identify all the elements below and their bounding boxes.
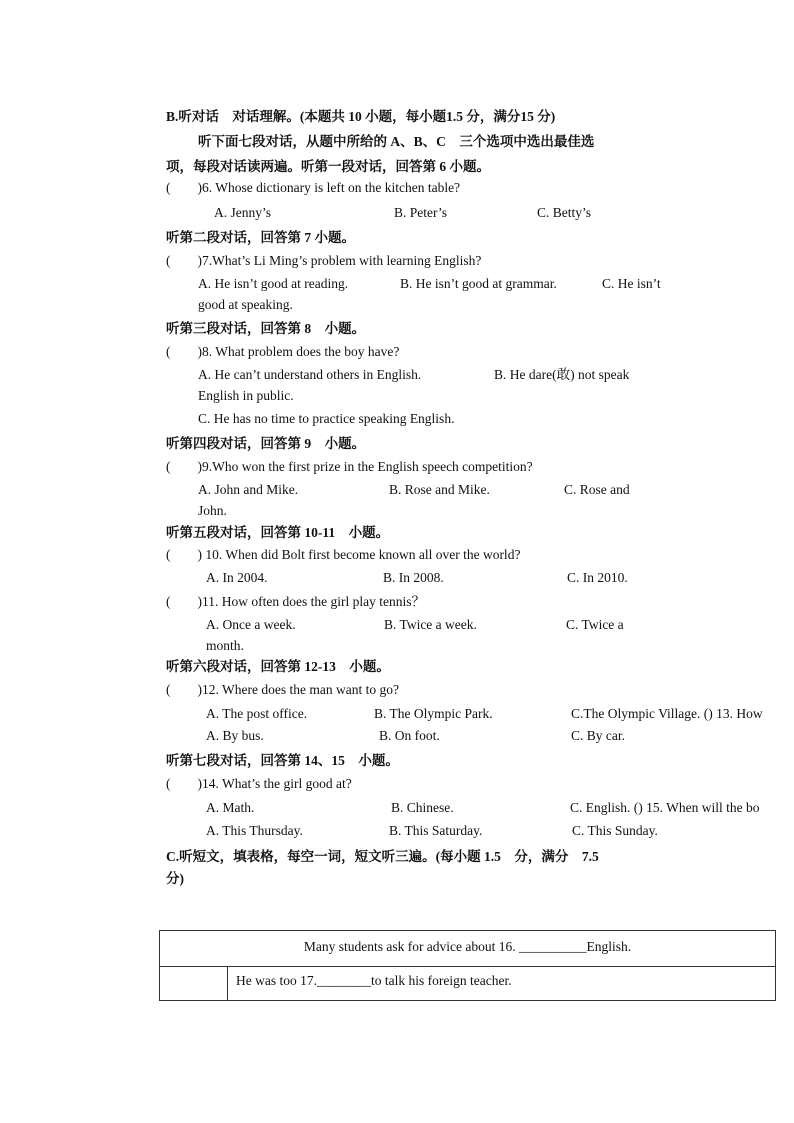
option-12b: B. The Olympic Park. [374,706,493,721]
question-text: 9.Who won the first prize in the English speech competition? [202,459,533,474]
question-text: 12. Where does the man want to go? [202,682,399,697]
answer-blank[interactable]: ( ) [166,344,202,359]
question-text: 14. What’s the girl good at? [202,776,352,791]
table-row [160,931,775,967]
option-8b: B. He dare(敢) not speak [494,367,630,382]
fill-in-table [159,930,776,1001]
answer-blank[interactable]: ( ) [166,776,202,791]
option-12c: C.The Olympic Village. () 13. How [571,706,763,721]
question-9 [166,458,533,476]
option-8c: C. He has no time to practice speaking English. [198,411,455,426]
option-6c: C. Betty’s [537,205,592,220]
section-c-heading: C.听短文，填表格，每空一词，短文听三遍。(每小题 1.5 分，满分 7.5 [166,849,599,864]
option-11a: A. Once a week. [206,617,296,632]
option-10a: A. In 2004. [206,570,268,585]
dialogue-3-heading: 听第三段对话，回答第 8 小题。 [166,321,366,336]
option-7c-cont: good at speaking. [198,297,293,312]
dialogue-4-heading: 听第四段对话，回答第 9 小题。 [166,436,366,451]
option-6b: B. Peter’s [394,205,447,220]
question-8 [166,343,399,361]
option-13c: C. By car. [571,728,625,743]
option-11c: C. Twice a [566,617,624,632]
section-b-instruction-line2: 项，每段对话读两遍。听第一段对话，回答第 6 小题。 [166,159,490,174]
question-11 [166,593,425,611]
section-b-heading: B.听对话 对话理解。(本题共 10 小题，每小题1.5 分，满分15 分) [166,109,556,124]
option-9b: B. Rose and Mike. [389,482,490,497]
option-7a: A. He isn’t good at reading. [198,276,349,291]
option-14c: C. English. () 15. When will the bo [570,800,760,815]
option-14a: A. Math. [206,800,255,815]
answer-blank[interactable]: ( ) [166,459,202,474]
question-text: 7.What’s Li Ming’s problem with learning English? [202,253,482,268]
dialogue-6-heading: 听第六段对话，回答第 12-13 小题。 [166,659,390,674]
question-text: 11. How often does the girl play tennis？ [202,594,425,609]
option-9c-cont: John. [198,503,227,518]
question-7 [166,252,481,270]
option-7b: B. He isn’t good at grammar. [400,276,557,291]
option-15a: A. This Thursday. [206,823,303,838]
answer-blank[interactable]: ( ) [166,594,202,609]
option-13a: A. By bus. [206,728,264,743]
dialogue-5-heading: 听第五段对话，回答第 10-11 小题。 [166,525,390,540]
dialogue-2-heading: 听第二段对话，回答第 7 小题。 [166,230,355,245]
section-c-heading-cont: 分) [166,871,184,886]
option-14b: B. Chinese. [391,800,454,815]
dialogue-7-heading: 听第七段对话，回答第 14、15 小题。 [166,753,399,768]
question-text: 10. When did Bolt first become known all over the world? [202,547,521,562]
answer-blank[interactable]: ( ) [166,547,202,562]
option-15b: B. This Saturday. [389,823,483,838]
option-11b: B. Twice a week. [384,617,477,632]
section-b-instruction-line1: 听下面七段对话，从题中所给的 A、B、C 三个选项中选出最佳选 [198,134,595,149]
table-row-1-text: Many students ask for advice about 16. __________English. [303,939,632,954]
table-row-2-text: He was too 17.________to talk his foreign teacher. [236,973,512,988]
question-14 [166,775,352,793]
option-9a: A. John and Mike. [198,482,299,497]
question-12 [166,681,399,699]
option-9c: C. Rose and [564,482,630,497]
option-13b: B. On foot. [379,728,440,743]
table-cell-empty [160,966,228,1000]
question-text: 8. What problem does the boy have? [202,344,400,359]
question-text: 6. Whose dictionary is left on the kitchen table? [202,180,461,195]
question-10 [166,546,520,564]
option-12a: A. The post office. [206,706,308,721]
option-10b: B. In 2008. [383,570,444,585]
option-8a: A. He can’t understand others in English. [198,367,422,382]
option-8b-cont: English in public. [198,388,294,403]
option-15c: C. This Sunday. [572,823,658,838]
answer-blank[interactable]: ( ) [166,253,202,268]
option-10c: C. In 2010. [567,570,628,585]
option-11c-cont: month. [206,638,244,653]
option-6a: A. Jenny’s [214,205,271,220]
question-6 [166,179,460,197]
option-7c: C. He isn’t [602,276,661,291]
answer-blank[interactable]: ( ) [166,180,202,195]
answer-blank[interactable]: ( ) [166,682,202,697]
